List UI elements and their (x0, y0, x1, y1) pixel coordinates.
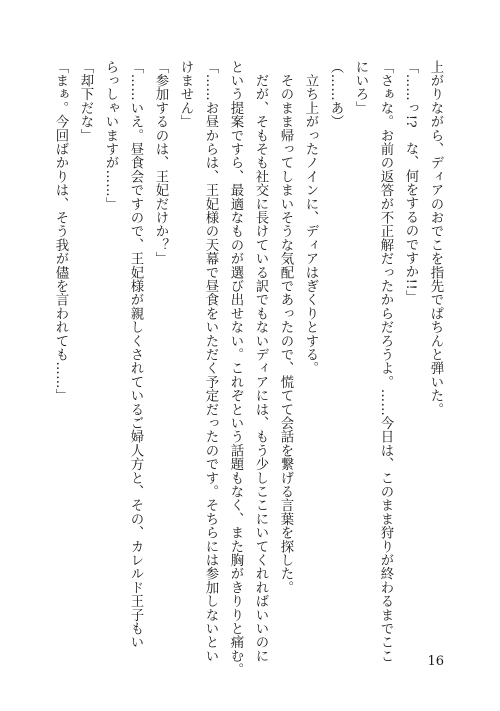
text-line: 「参加するのは、王妃だけか？」 (153, 60, 168, 266)
text-line: らっしゃいますが……」 (103, 60, 118, 211)
text-line: 「却下だな」 (78, 60, 93, 143)
text-line: けません」 (178, 60, 193, 129)
text-line: 立ち上がったノインに、ディアはぎくりとする。 (303, 60, 318, 376)
text-line: 「……いえ。昼食会ですので、王妃様が親しくされているご婦人方と、その、カレルド王子もい (128, 60, 143, 650)
text-line: だが、そもそも社交に長けている訳でもないディアには、もう少しここにいてくれればいいのに (253, 60, 268, 663)
text-line: そのまま帰ってしまいそうな気配であったので、慌てて会話を繋げる言葉を探した。 (278, 60, 293, 595)
text-line: （……あ） (328, 60, 343, 129)
text-line: 「……お昼からは、王妃様の天幕で昼食をいただく予定だったのです。そちらには参加しないとい (203, 60, 218, 663)
text-line: という提案ですら、最適なものが選び出せない。これぞという話題もなく、また胸がきりりと痛む。 (228, 60, 243, 677)
text-line: 「さぁな。お前の返答が不正解だったからだろうよ。……今日は、このまま狩りが終わるまでここ (378, 60, 393, 663)
text-line: 「まぁ。今回ばかりは、そう我が儘を言われても……」 (53, 60, 68, 403)
text-line: 上がりながら、ディアのおでこを指先でぱちんと弾いた。 (428, 60, 443, 417)
text-line: 「……っ!? な、何をするのですか!!」 (403, 60, 418, 304)
text-line: にいろ」 (353, 60, 368, 115)
page-number: 16 (427, 654, 444, 669)
